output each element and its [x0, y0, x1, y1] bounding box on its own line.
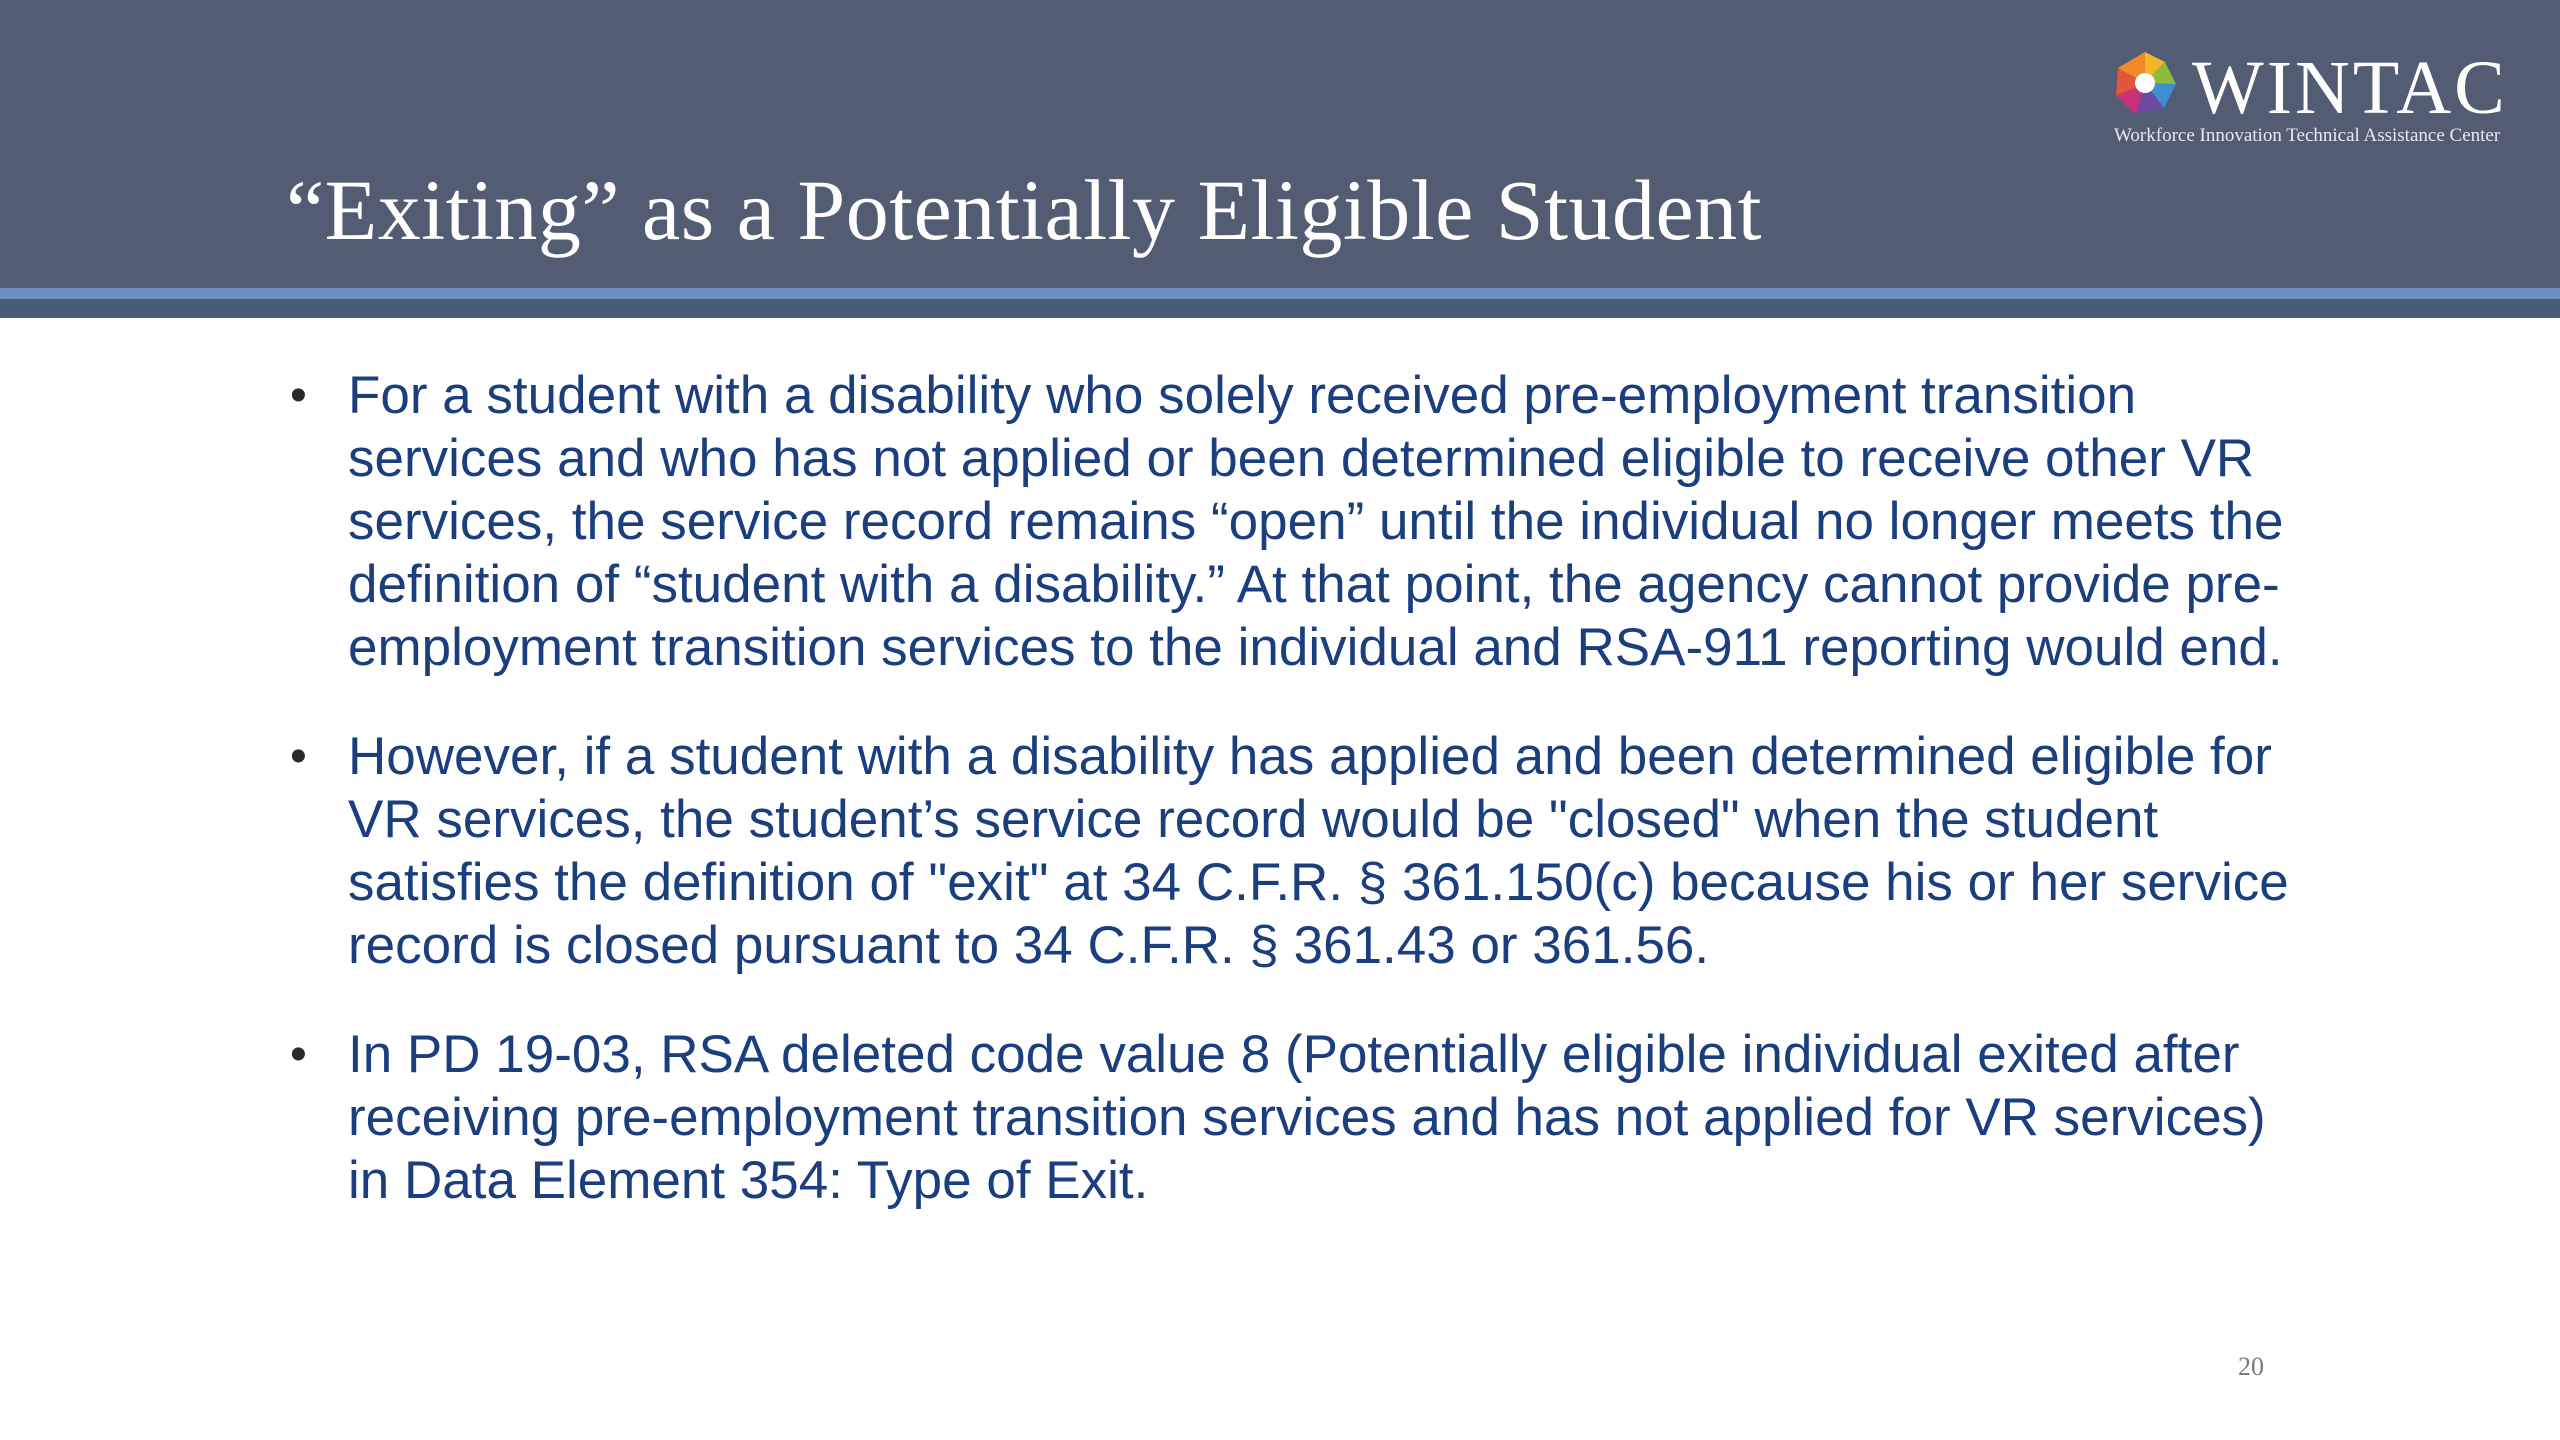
bullet-marker: •: [290, 369, 307, 422]
header-accent-stripe: [0, 288, 2560, 299]
bullet-text: In PD 19-03, RSA deleted code value 8 (Potentially eligible individual exited after receiving pre-employment transition services and has not applied for VR services) in Data Element 354: Type of Exit.: [348, 1025, 2266, 1210]
wintac-star-icon: [2110, 48, 2180, 118]
bullet-item: [290, 1023, 2290, 1212]
bullet-text: For a student with a disability who solely received pre-employment transition services and who has not applied or been determined eligible to receive other VR services, the service record remains “open” until the individual no longer meets the definition of “student with a disability.” At that point, the agency cannot provide pre-employment transition services to the individual and RSA-911 reporting would end.: [348, 366, 2284, 677]
slide-title: “Exiting” as a Potentially Eligible Student: [286, 162, 1763, 258]
page-number: 20: [2238, 1352, 2264, 1381]
bullet-item: [290, 364, 2290, 679]
bullet-marker: •: [290, 730, 307, 783]
bullet-text: However, if a student with a disability has applied and been determined eligible for VR services, the student’s service record would be "closed" when the student satisfies the definition of "exit" at 34 C.F.R. § 361.150(c) because his or her service record is closed pursuant to 34 C.F.R. § 361.43 or 361.56.: [348, 727, 2289, 975]
bullet-list: [290, 364, 2290, 1258]
logo-name: WINTAC: [2192, 46, 2508, 130]
bullet-item: [290, 725, 2290, 977]
bullet-marker: •: [290, 1028, 307, 1081]
logo-subtitle: Workforce Innovation Technical Assistance Center: [2114, 125, 2501, 146]
wintac-logo: [2110, 48, 2530, 148]
header-divider-stripe: [0, 299, 2560, 318]
